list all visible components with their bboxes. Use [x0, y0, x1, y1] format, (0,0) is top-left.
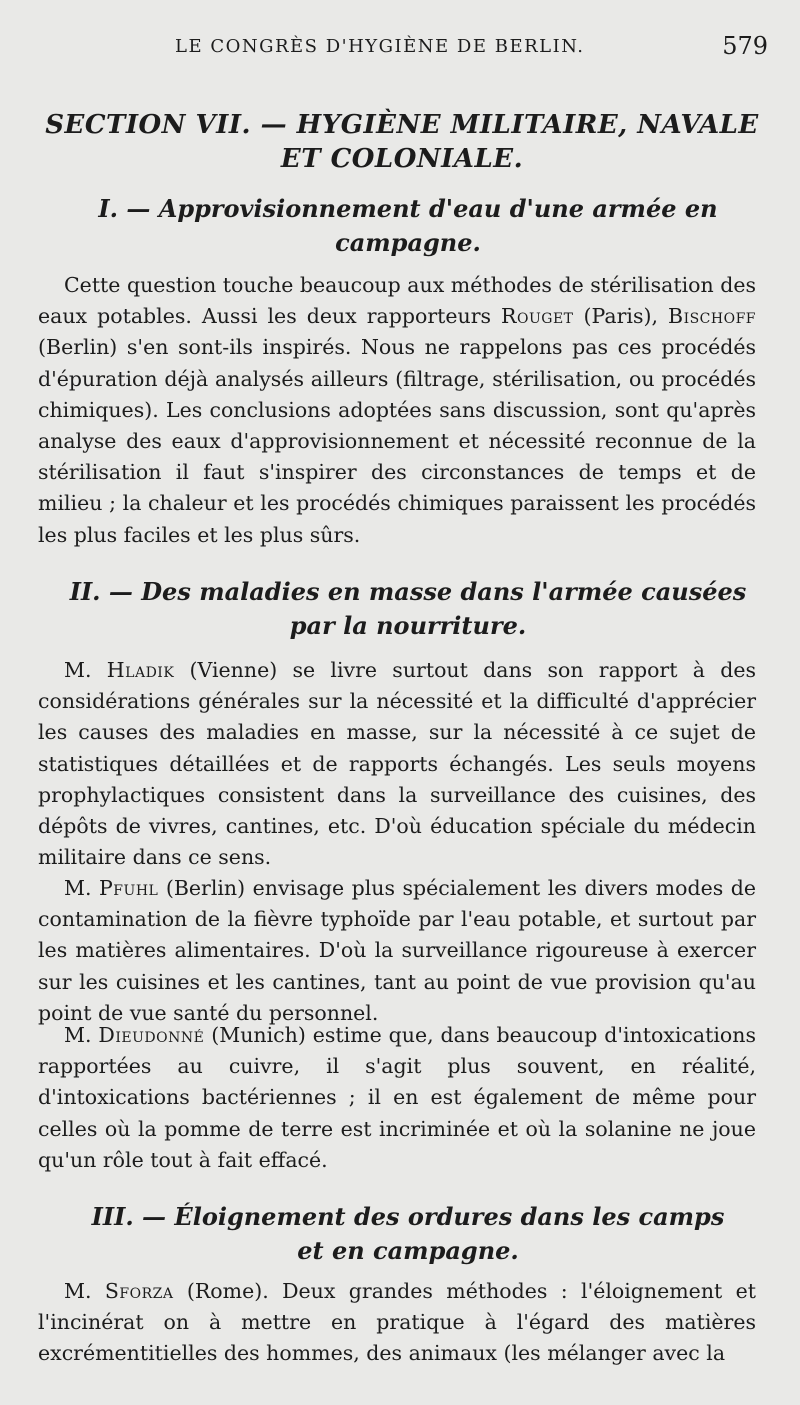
- running-title: LE CONGRÈS D'HYGIÈNE DE BERLIN.: [175, 36, 585, 57]
- part2-heading-line2: par la nourriture.: [289, 611, 527, 640]
- section-title-line2: ET COLONIALE.: [280, 144, 524, 174]
- part1-heading-line1: I. — Approvisionnement d'eau d'une armée en: [98, 194, 718, 223]
- prefix-m: M.: [64, 1279, 105, 1303]
- page-header: [0, 32, 800, 66]
- part2-heading-line1: II. — Des maladies en masse dans l'armée causées: [69, 577, 747, 606]
- part1-text-a: Cette question touche beaucoup aux méthodes de stérilisation des eaux potables. Aussi les deux rapporteurs: [38, 273, 756, 329]
- part3-heading-line2: et en campagne.: [297, 1236, 519, 1265]
- paragraph-text: (Rome). Deux grandes méthodes : l'éloignement et l'incinérat on à mettre en pratique à l'égard des matières excrémentitielles des hommes, des animaux (les mélanger avec la: [38, 1279, 756, 1366]
- part1-paragraph: [38, 270, 756, 551]
- paragraph-text: (Berlin) envisage plus spécialement les divers modes de contamination de la fièvre typhoïde par l'eau potable, et surtout par les matières alimentaires. D'où la surveillance rigoureuse à exercer sur les cuisines et les cantines, tant au point de vue provision qu'au point de vue santé du personnel.: [38, 876, 756, 1025]
- part2-paragraph-pfuhl: [38, 873, 756, 1029]
- part3-heading: [48, 1200, 768, 1268]
- section-title-line1: SECTION VII. — HYGIÈNE MILITAIRE, NAVALE: [45, 110, 759, 140]
- part2-paragraph-hladik: [38, 655, 756, 873]
- author-name-sforza: Sforza: [104, 1279, 174, 1303]
- author-name-dieudonne: Dieudonné: [98, 1023, 205, 1047]
- author-name-bischoff: Bischoff: [668, 304, 757, 329]
- part1-heading-line2: campagne.: [335, 228, 481, 257]
- part3-heading-line1: III. — Éloignement des ordures dans les camps: [91, 1202, 725, 1231]
- section-title: [30, 108, 774, 176]
- paragraph-text: (Munich) estime que, dans beaucoup d'intoxications rapportées au cuivre, il s'agit plus souvent, en réalité, d'intoxications bactériennes ; il en est également de même pour celles où la pomme de terre est incriminée et où la solanine ne joue qu'un rôle tout à fait effacé.: [38, 1023, 756, 1172]
- page-number: 579: [722, 32, 768, 60]
- paragraph-text: (Vienne) se livre surtout dans son rapport à des considérations générales sur la nécessité et la difficulté d'apprécier les causes des maladies en masse, sur la nécessité à ce sujet de statistiques détaillées et de rapports échangés. Les seuls moyens prophylactiques consistent dans la surveillance des cuisines, des dépôts de vivres, cantines, etc. D'où éducation spéciale du médecin militaire dans ce sens.: [38, 658, 756, 870]
- prefix-m: M.: [64, 876, 100, 900]
- part1-text-c: (Berlin) s'en sont-ils inspirés. Nous ne rappelons pas ces procédés d'épuration déjà analysés ailleurs (filtrage, stérilisation, ou procédés chimiques). Les conclusions adoptées sans discussion, sont qu'après analyse des eaux d'approvisionnement et nécessité reconnue de la stérilisation il faut s'inspirer des circonstances de temps et de milieu ; la chaleur et les procédés chimiques paraissent les procédés les plus faciles et les plus sûrs.: [38, 335, 756, 547]
- part2-paragraph-dieudonne: [38, 1020, 756, 1176]
- part3-paragraph-sforza: [38, 1276, 756, 1370]
- part1-heading: [48, 192, 768, 260]
- author-name-hladik: Hladik: [106, 658, 175, 682]
- part2-heading: [48, 575, 768, 643]
- author-name-pfuhl: Pfuhl: [99, 876, 159, 900]
- author-name-rouget: Rouget: [501, 304, 574, 329]
- prefix-m: M.: [64, 658, 107, 682]
- part1-text-b: (Paris),: [573, 304, 668, 329]
- prefix-m: M.: [64, 1023, 99, 1047]
